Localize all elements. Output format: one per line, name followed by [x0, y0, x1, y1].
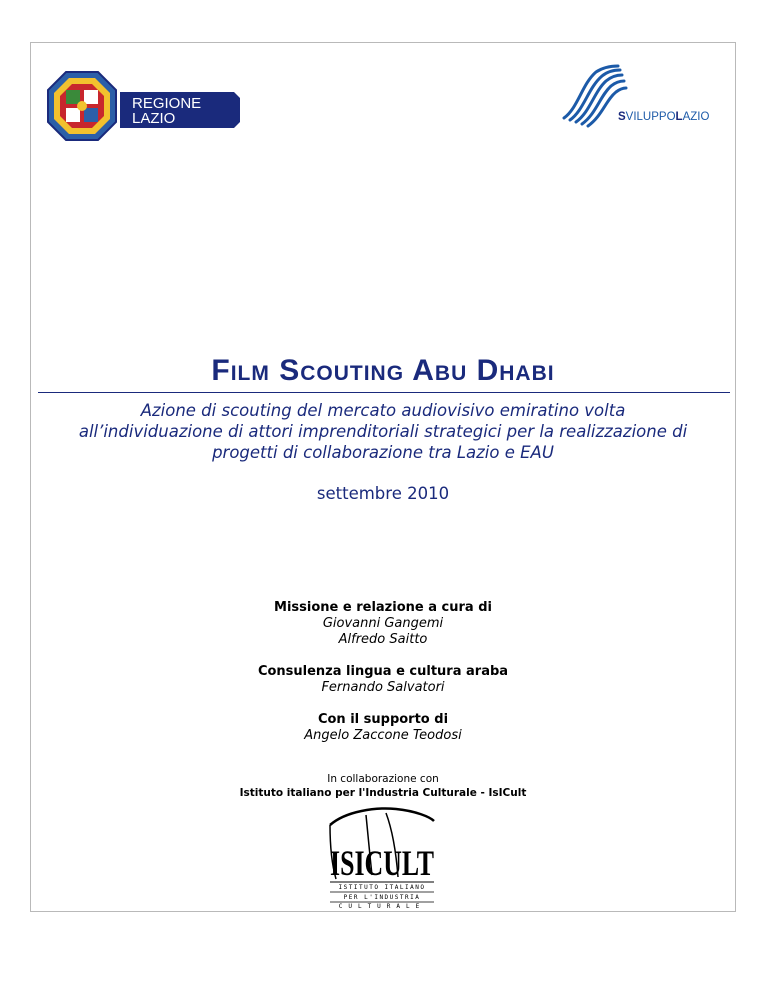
credit-name: Fernando Salvatori [321, 680, 445, 695]
title-rule [38, 392, 730, 393]
collaboration-organization: Istituto italiano per l'Industria Culturale - IsICult [239, 787, 527, 799]
regione-lazio-emblem-icon [48, 72, 116, 140]
isicult-logo [326, 805, 438, 909]
credit-name: Giovanni Gangemi [322, 616, 444, 631]
credit-name: Angelo Zaccone Teodosi [304, 728, 462, 743]
credit-block-consulting [200, 664, 566, 696]
regione-lazio-logo [46, 70, 242, 142]
credit-block-support [200, 712, 566, 744]
isicult-mark-icon [330, 809, 434, 883]
isicult-row2: PER L'INDUSTRIA [343, 894, 421, 901]
isicult-row3: CULTURALE [338, 903, 426, 910]
subtitle-line: progetti di collaborazione tra Lazio e EAU [212, 443, 554, 462]
sviluppo-lazio-logo [560, 62, 728, 132]
document-title: Film Scouting Abu Dhabi [211, 354, 555, 387]
subtitle-line: all’individuazione di attori imprenditoriali strategici per la realizzazione di [78, 422, 688, 441]
sviluppo-logo-s: S [618, 111, 626, 123]
sviluppo-logo-azio: AZIO [682, 111, 710, 123]
regione-logo-line2: LAZIO [132, 110, 176, 127]
document-subtitle [30, 400, 736, 463]
credit-heading: Missione e relazione a cura di [274, 600, 492, 615]
regione-logo-line1: REGIONE [132, 95, 202, 112]
credit-name: Alfredo Saitto [338, 632, 428, 647]
credit-heading: Consulenza lingua e cultura araba [257, 664, 509, 679]
document-date: settembre 2010 [316, 484, 450, 503]
credit-heading: Con il supporto di [317, 712, 449, 727]
sviluppo-logo-viluppo: VILUPPO [625, 111, 676, 123]
isicult-row1: ISTITUTO ITALIANO [338, 884, 426, 891]
collaboration-block [180, 772, 586, 800]
sviluppo-wave-icon [564, 66, 626, 126]
svg-text:SVILUPPOLAZIO [618, 111, 709, 123]
collaboration-intro: In collaborazione con [327, 773, 439, 785]
subtitle-line: Azione di scouting del mercato audiovisivo emiratino volta [140, 401, 626, 420]
credit-block-mission [200, 600, 566, 648]
isicult-wordmark: ISICULT [330, 843, 434, 883]
sviluppo-logo-l: L [675, 111, 683, 123]
